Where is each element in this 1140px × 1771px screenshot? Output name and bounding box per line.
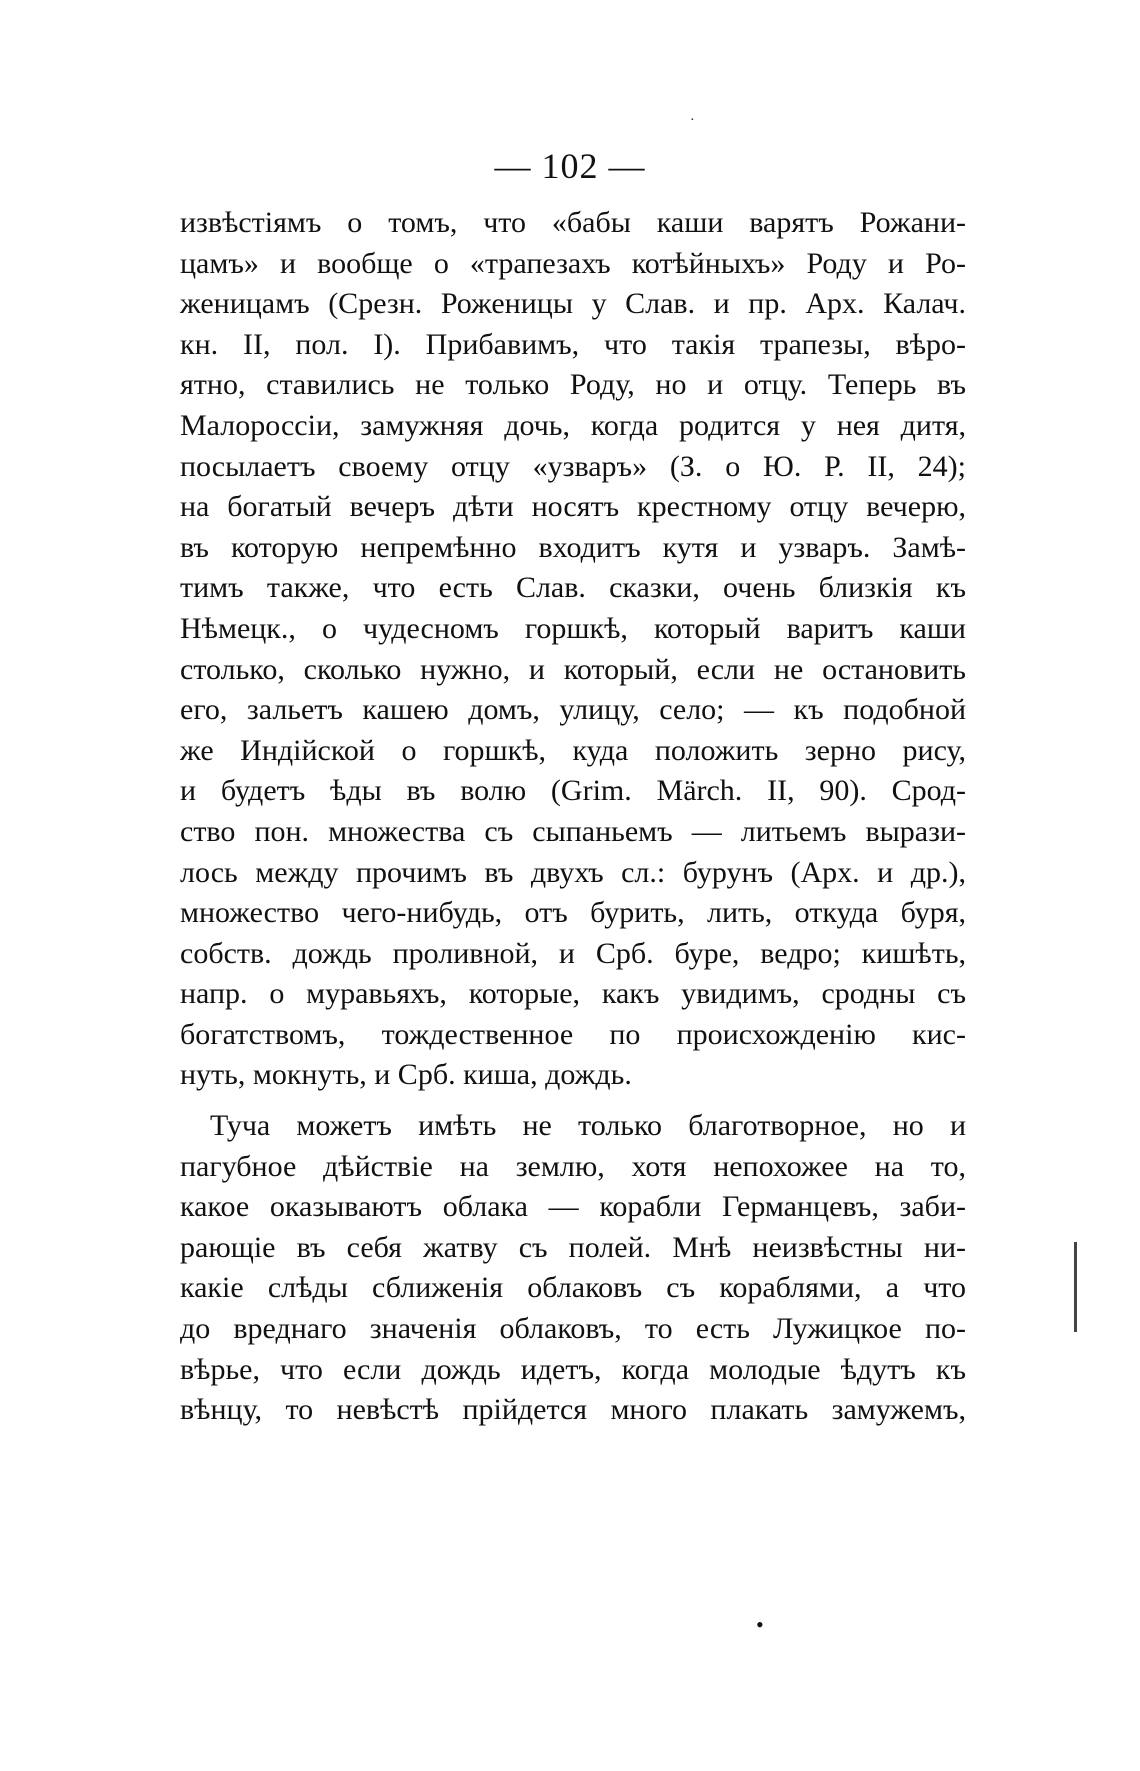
body-text (180, 203, 966, 1431)
text-line: лось между прочимъ въ двухъ сл.: бурунъ (Арх. и др.), (180, 855, 966, 889)
page-number: — 102 — (494, 146, 646, 186)
text-line: множество чего-нибудь, отъ бурить, лить, откуда буря, (180, 896, 966, 930)
text-line: вѣнцу, то невѣстѣ прійдется много плакать замужемъ, (180, 1393, 966, 1427)
paragraph-gap (180, 1096, 966, 1106)
text-line: до вреднаго значенія облаковъ, то есть Лужицкое по- (180, 1312, 966, 1346)
text-line: же Индійской о горшкѣ, куда положить зерно рису, (180, 733, 966, 767)
text-line: извѣстіямъ о томъ, что «бабы каши варятъ Рожани- (180, 206, 966, 239)
text-line: тимъ также, что есть Слав. сказки, очень близкія къ (180, 571, 966, 605)
text-line: богатствомъ, тождественное по происхожденію кис- (180, 1017, 966, 1051)
text-line: женицамъ (Срезн. Роженицы у Слав. и пр. Арх. Калач. (180, 287, 966, 321)
text-line: пагубное дѣйствіе на землю, хотя непохожее на то, (180, 1149, 966, 1183)
text-line: ство пон. множества съ сыпаньемъ — литьемъ вырази- (180, 814, 966, 848)
text-line: Малороссіи, замужняя дочь, когда родится у нея дитя, (180, 408, 966, 442)
margin-mark (1074, 1242, 1077, 1332)
text-line: ятно, ставились не только Роду, но и отцу. Теперь въ (180, 368, 966, 402)
paragraph-2 (180, 1106, 966, 1431)
text-line: напр. о муравьяхъ, которые, какъ увидимъ, сродны съ (180, 977, 966, 1011)
text-line: какіе слѣды сближенія облаковъ съ кораблями, а что (180, 1271, 966, 1305)
text-line: рающіе въ себя жатву съ полей. Мнѣ неизвѣстны ни- (180, 1230, 966, 1264)
text-line: Туча можетъ имѣть не только благотворное, но и (210, 1109, 966, 1143)
text-line: Нѣмецк., о чудесномъ горшкѣ, который варитъ каши (180, 611, 966, 645)
text-line: какое оказываютъ облака — корабли Германцевъ, заби- (180, 1190, 966, 1224)
text-line: на богатый вечеръ дѣти носятъ крестному отцу вечерю, (180, 490, 966, 524)
text-line: столько, сколько нужно, и который, если не остановить (180, 652, 966, 686)
text-line: кн. II, пол. I). Прибавимъ, что такія трапезы, вѣро- (180, 327, 966, 361)
paragraph-1 (180, 203, 966, 1096)
ink-speck: • (756, 1612, 764, 1637)
text-line: его, зальетъ кашею домъ, улицу, село; — къ подобной (180, 693, 966, 727)
text-line: нуть, мокнуть, и Срб. киша, дождь. (180, 1058, 632, 1092)
text-line: собств. дождь проливной, и Срб. буре, ведро; кишѣть, (180, 936, 966, 970)
text-line: въ которую непремѣнно входитъ кутя и узваръ. Замѣ- (180, 530, 966, 564)
text-line: цамъ» и вообще о «трапезахъ котѣйныхъ» Роду и Ро- (180, 246, 966, 280)
text-line: вѣрье, что если дождь идетъ, когда молодые ѣдутъ къ (180, 1352, 966, 1386)
ink-speck: · (690, 113, 695, 128)
text-line: посылаетъ своему отцу «узваръ» (З. о Ю. Р. II, 24); (180, 449, 966, 483)
text-line: и будетъ ѣды въ волю (Grim. Märch. II, 90). Срод- (180, 774, 966, 808)
